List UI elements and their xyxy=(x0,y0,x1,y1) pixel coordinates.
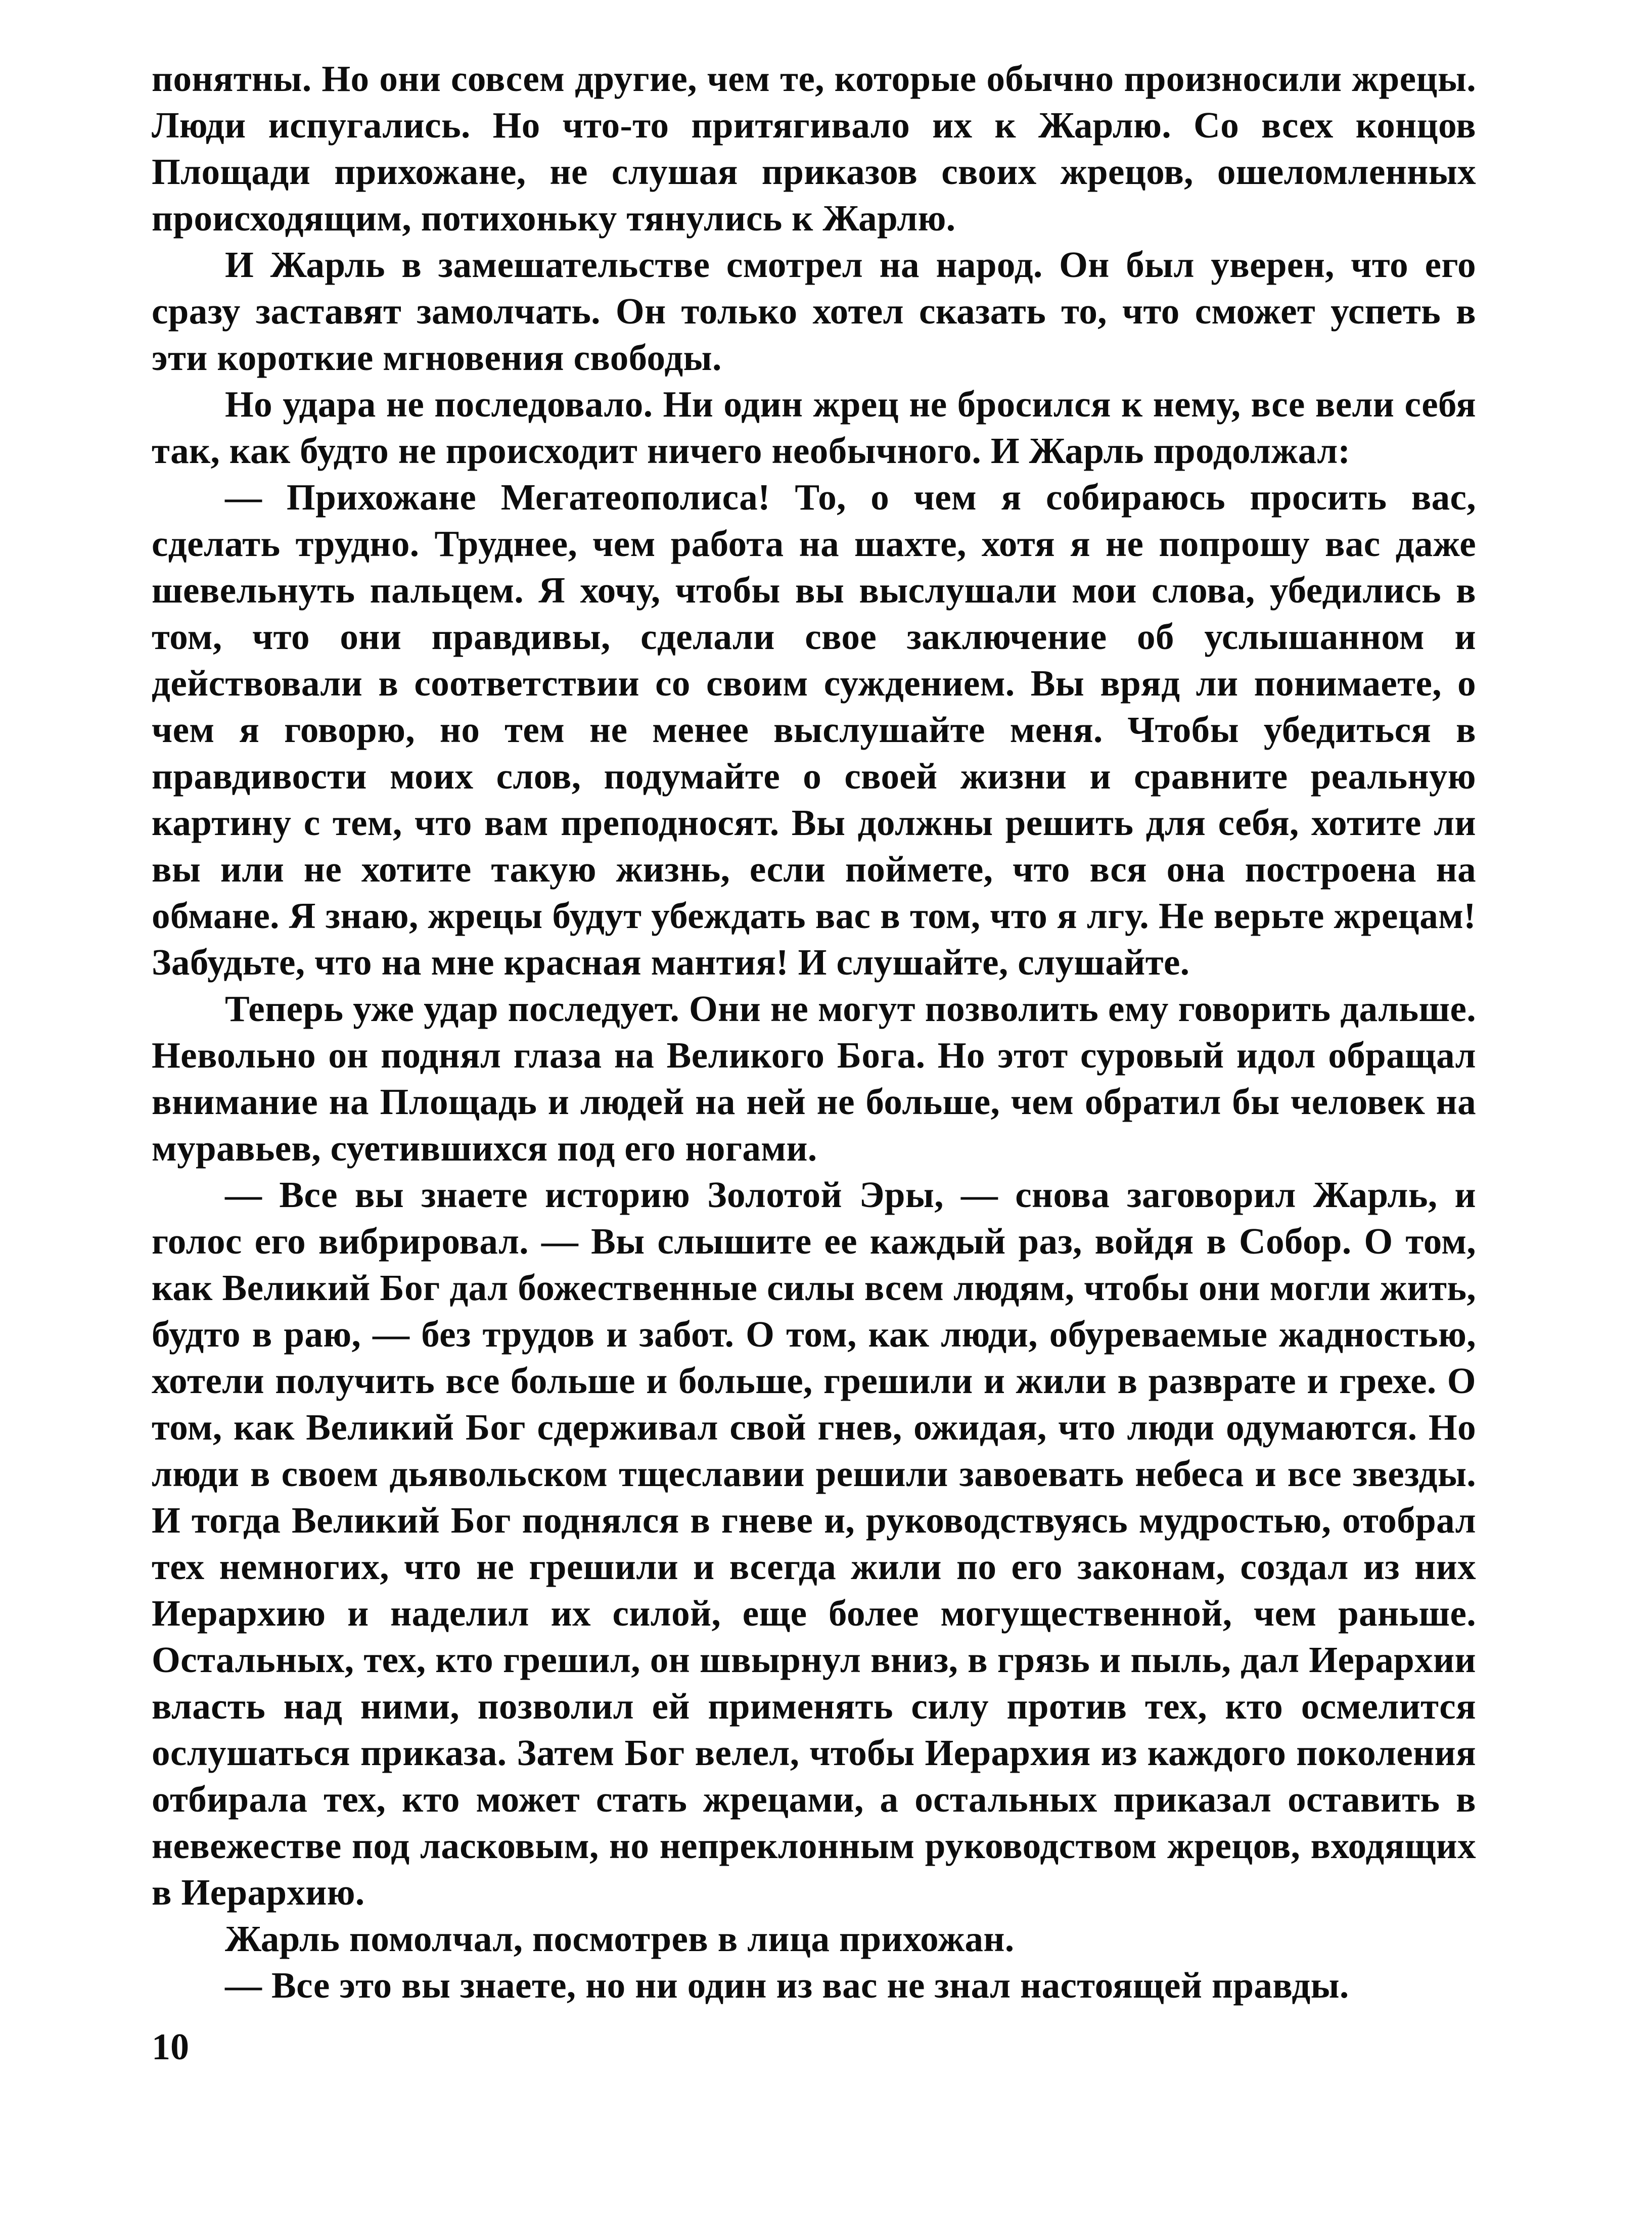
paragraph: понятны. Но они совсем другие, чем те, которые обычно произносили жрецы. Люди испугались. Но что-то притягивало их к Жарлю. Со всех концов Площади прихожане, не слушая приказов своих жрецов, ошеломленных происходящим, потихоньку тянулись к Жарлю. xyxy=(152,58,1476,239)
paragraph: Жарль помолчал, посмотрев в лица прихожан. xyxy=(225,1918,1015,1959)
paragraph: И Жарль в замешательстве смотрел на народ. Он был уверен, что его сразу заставят замолчать. Он только хотел сказать то, что сможет успеть в эти короткие мгновения свободы. xyxy=(152,244,1476,378)
paragraph: — Прихожане Мегатеополиса! То, о чем я собираюсь просить вас, сделать трудно. Труднее, чем работа на шахте, хотя я не попрошу вас даже шевельнуть пальцем. Я хочу, чтобы вы выслушали мои слова, убедились в том, что они правдивы, сделали свое заключение об услышанном и действовали в соответствии со своим суждением. Вы вряд ли понимаете, о чем я говорю, но тем не менее выслушайте меня. Чтобы убедиться в правдивости моих слов, подумайте о своей жизни и сравните реальную картину с тем, что вам преподносят. Вы должны решить для себя, хотите ли вы или не хотите такую жизнь, если поймете, что вся она построена на обмане. Я знаю, жрецы будут убеждать вас в том, что я лгу. Не верьте жрецам! Забудьте, что на мне красная мантия! И слушайте, слушайте. xyxy=(152,477,1476,983)
paragraph: Теперь уже удар последует. Они не могут позволить ему говорить дальше. Невольно он поднял глаза на Великого Бога. Но этот суровый идол обращал внимание на Площадь и людей на ней не больше, чем обратил бы человек на муравьев, суетившихся под его ногами. xyxy=(152,988,1476,1169)
paragraph: — Все это вы знаете, но ни один из вас не знал настоящей правды. xyxy=(225,1965,1349,2006)
page-number: 10 xyxy=(152,2026,189,2068)
body-text xyxy=(152,56,1476,2009)
paragraph: — Все вы знаете историю Золотой Эры, — снова заговорил Жарль, и голос его вибрировал. — Вы слышите ее каждый раз, войдя в Собор. О том, как Великий Бог дал божественные силы всем людям, чтобы они могли жить, будто в раю, — без трудов и забот. О том, как люди, обуреваемые жадностью, хотели получить все больше и больше, грешили и жили в разврате и грехе. О том, как Великий Бог сдерживал свой гнев, ожидая, что люди одумаются. Но люди в своем дьявольском тщеславии решили завоевать небеса и все звезды. И тогда Великий Бог поднялся в гневе и, руководствуясь мудростью, отобрал тех немногих, что не грешили и всегда жили по его законам, создал из них Иерархию и наделил их силой, еще более могущественной, чем раньше. Остальных, тех, кто грешил, он швырнул вниз, в грязь и пыль, дал Иерархии власть над ними, позволил ей применять силу против тех, кто осмелится ослушаться приказа. Затем Бог велел, чтобы Иерархия из каждого поколения отбирала тех, кто может стать жрецами, а остальных приказал оставить в невежестве под ласковым, но непреклонным руководством жрецов, входящих в Иерархию. xyxy=(152,1174,1476,1913)
paragraph: Но удара не последовало. Ни один жрец не бросился к нему, все вели себя так, как будто не происходит ничего необычного. И Жарль продолжал: xyxy=(152,384,1476,471)
